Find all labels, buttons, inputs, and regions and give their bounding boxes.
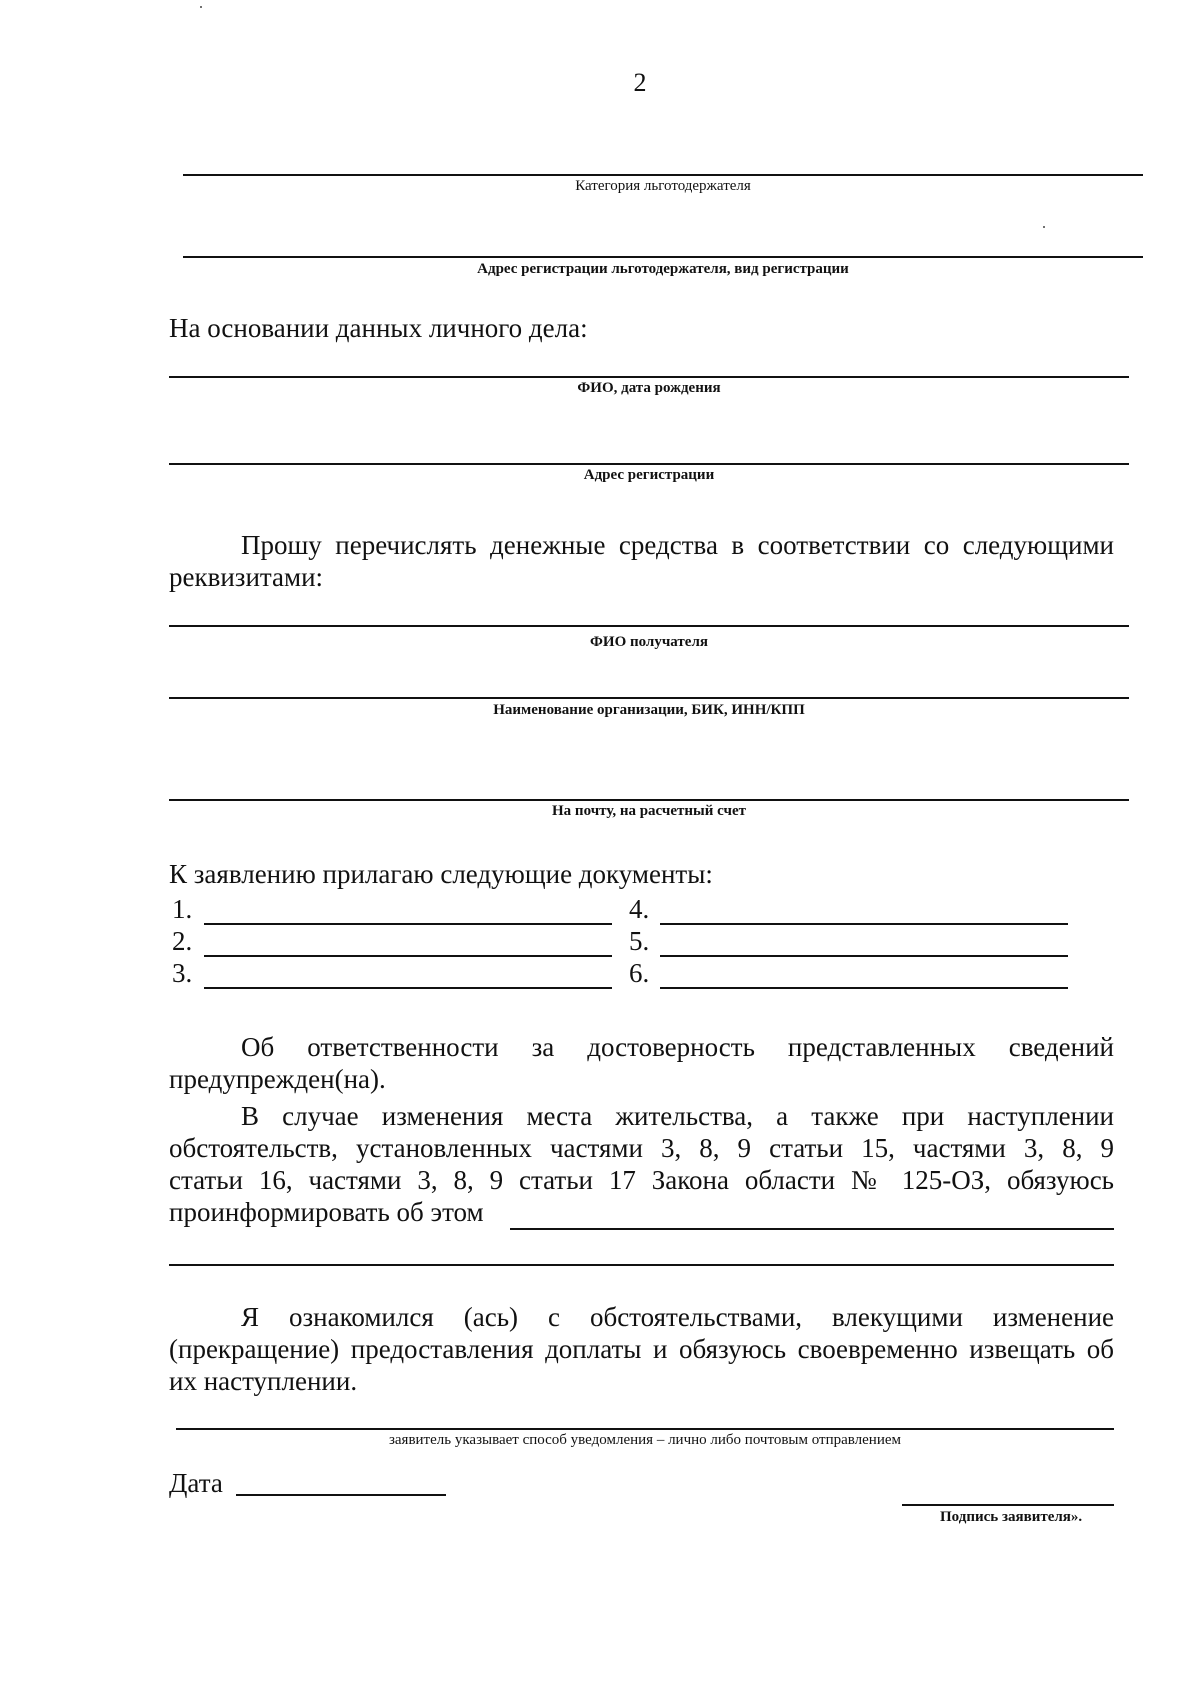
org-details-line[interactable] [169,697,1129,699]
personal-file-heading: На основании данных личного дела: [169,313,588,343]
document-6-line[interactable] [660,987,1068,989]
page-number: 2 [633,68,647,97]
org-details-caption: Наименование организации, БИК, ИНН/КПП [493,702,805,718]
change-line-2: обстоятельств, установленных частями 3, 8, 9 статьи 15, частями 3, 8, 9 [169,1133,1114,1163]
document-2-line[interactable] [204,955,612,957]
address-caption: Адрес регистрации [583,467,715,483]
document-3-line[interactable] [204,987,612,989]
change-line-4: проинформировать об этом [169,1197,484,1227]
document-number: 1. [172,894,193,924]
document-number: 2. [172,926,193,956]
notification-caption: заявитель указывает способ уведомления – лично либо почтовым отправлением [388,1432,902,1448]
signature-line[interactable] [902,1504,1114,1506]
recipient-fio-caption: ФИО получателя [590,634,708,650]
signature-label: Подпись заявителя». [940,1509,1083,1525]
date-line[interactable] [236,1494,446,1496]
change-line-3: статьи 16, частями 3, 8, 9 статьи 17 Закона области № 125-ОЗ, обязуюсь [169,1165,1114,1195]
document-number: 3. [172,958,193,988]
request-line-1: Прошу перечислять денежные средства в соответствии со следующими [241,530,1114,560]
inform-whom-line[interactable] [510,1228,1114,1230]
acknowledge-line-1: Я ознакомился (ась) с обстоятельствами, влекущими изменение [241,1302,1114,1332]
responsibility-line-1: Об ответственности за достоверность представленных сведений [241,1032,1114,1062]
holder-address-line[interactable] [183,256,1143,258]
document-4-line[interactable] [660,923,1068,925]
responsibility-line-2: предупрежден(на). [169,1064,386,1094]
acknowledge-line-2: (прекращение) предоставления доплаты и обязуюсь своевременно извещать об [169,1334,1114,1364]
date-label: Дата [169,1468,223,1498]
mail-account-line[interactable] [169,799,1129,801]
document-1-line[interactable] [204,923,612,925]
recipient-fio-line[interactable] [169,625,1129,627]
category-line[interactable] [183,174,1143,176]
holder-address-caption: Адрес регистрации льготодержателя, вид регистрации [477,261,849,277]
change-line-1: В случае изменения места жительства, а также при наступлении [241,1101,1114,1131]
documents-heading: К заявлению прилагаю следующие документы: [169,859,713,889]
scan-speck [200,6,202,8]
document-5-line[interactable] [660,955,1068,957]
document-number: 4. [629,894,650,924]
document-number: 5. [629,926,650,956]
address-line[interactable] [169,463,1129,465]
inform-whom-line-2[interactable] [169,1264,1114,1266]
notification-method-line[interactable] [176,1428,1114,1430]
fio-birth-line[interactable] [169,376,1129,378]
scan-speck [1043,226,1045,228]
fio-birth-caption: ФИО, дата рождения [577,380,721,396]
mail-account-caption: На почту, на расчетный счет [552,803,746,819]
acknowledge-line-3: их наступлении. [169,1366,358,1396]
request-line-2: реквизитами: [169,562,324,592]
category-caption: Категория льготодержателя [575,178,751,194]
document-number: 6. [629,958,650,988]
